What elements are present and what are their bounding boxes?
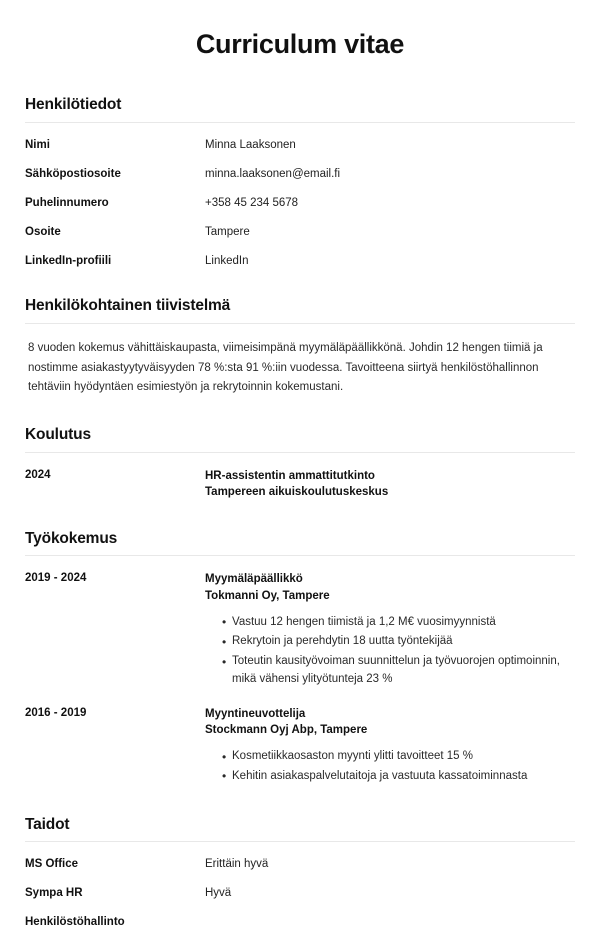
entry-date: 2019 - 2024 <box>25 572 87 585</box>
page-title: Curriculum vitae <box>195 29 405 59</box>
entry-body <box>205 468 575 501</box>
field-value: minna.laaksonen@email.fi <box>205 167 341 180</box>
personal-summary-text: 8 vuoden kokemus vähittäiskaupasta, viimeisimpänä myymäläpäällikkönä. Johdin 12 hengen tiimiä ja nostimme asiakastyytyväisyyden 78 %:sta 91 %:iin vuodessa. Tavoitteena siirtyä henkilöstöhallinnon tehtäviin hyödyntäen esimiestyön ja rekrytoinnin kokemustani. <box>28 341 543 394</box>
linkedin-profile-link[interactable]: LinkedIn <box>205 254 249 267</box>
section-personal-summary <box>25 296 575 398</box>
entry-date: 2016 - 2019 <box>25 706 87 719</box>
section-heading-work-experience: Työkokemus <box>25 529 118 547</box>
field-value: +358 45 234 5678 <box>205 196 299 209</box>
list-item: • Kosmetiikkaosaston myynti ylitti tavoitteet 15 % <box>222 748 575 766</box>
entry-body <box>205 706 575 788</box>
list-item: • Kehitin asiakaspalvelutaitoja ja vastuuta kassatoiminnasta <box>222 768 575 786</box>
list-item <box>25 138 575 153</box>
section-divider <box>25 452 575 453</box>
list-item: • Toteutin kausityövoiman suunnittelun ja työvuorojen optimoinnin, mikä vähensi ylityötunteja 23 % <box>222 653 575 689</box>
list-item <box>25 196 575 211</box>
entry-title: Myyntineuvottelija <box>205 707 306 720</box>
skill-level: Hyvä <box>205 887 232 900</box>
section-heading-personal-summary: Henkilökohtainen tiivistelmä <box>25 297 231 315</box>
field-label: Puhelinnumero <box>25 196 109 209</box>
entry-organization: Stockmann Oyj Abp, Tampere <box>205 724 368 737</box>
list-item: • Rekrytoin ja perehdytin 18 uutta työntekijää <box>222 633 575 651</box>
entry-body <box>205 571 575 691</box>
section-education <box>25 425 575 501</box>
entry-title: HR-assistentin ammattitutkinto <box>205 469 375 482</box>
section-work-experience <box>25 529 575 788</box>
field-label: Osoite <box>25 225 61 238</box>
section-heading-education: Koulutus <box>25 426 91 444</box>
list-item <box>25 254 575 269</box>
personal-details-list <box>25 138 575 269</box>
list-item <box>25 167 575 182</box>
section-personal-details <box>25 95 575 268</box>
list-item <box>25 886 575 901</box>
field-value: Minna Laaksonen <box>205 138 296 151</box>
entry-title: Myymäläpäällikkö <box>205 573 303 586</box>
field-label: LinkedIn-profiili <box>25 254 112 267</box>
list-item <box>25 915 575 930</box>
skill-name: Sympa HR <box>25 887 83 900</box>
skill-level: Erittäin hyvä <box>205 858 269 871</box>
section-divider <box>25 323 575 324</box>
entry-organization: Tampereen aikuiskoulutuskeskus <box>205 486 389 499</box>
skill-name: MS Office <box>25 858 79 871</box>
entry-date: 2024 <box>25 468 51 481</box>
skill-name: Henkilöstöhallinto <box>25 916 125 929</box>
section-skills <box>25 815 575 930</box>
list-item: • Vastuu 12 hengen tiimistä ja 1,2 M€ vuosimyynnistä <box>222 614 575 632</box>
field-label: Nimi <box>25 138 50 151</box>
list-item <box>25 857 575 872</box>
section-divider <box>25 122 575 123</box>
entry-bullet-list <box>205 614 575 689</box>
section-divider <box>25 555 575 556</box>
section-divider <box>25 841 575 842</box>
section-heading-personal-details: Henkilötiedot <box>25 96 122 114</box>
list-item <box>25 225 575 240</box>
section-heading-skills: Taidot <box>25 815 70 833</box>
experience-entry <box>25 706 575 788</box>
experience-entry <box>25 571 575 691</box>
education-entry <box>25 468 575 501</box>
field-label: Sähköpostiosoite <box>25 167 121 180</box>
skills-list <box>25 857 575 930</box>
entry-organization: Tokmanni Oy, Tampere <box>205 589 330 602</box>
field-value: Tampere <box>205 225 250 238</box>
entry-bullet-list <box>205 748 575 786</box>
